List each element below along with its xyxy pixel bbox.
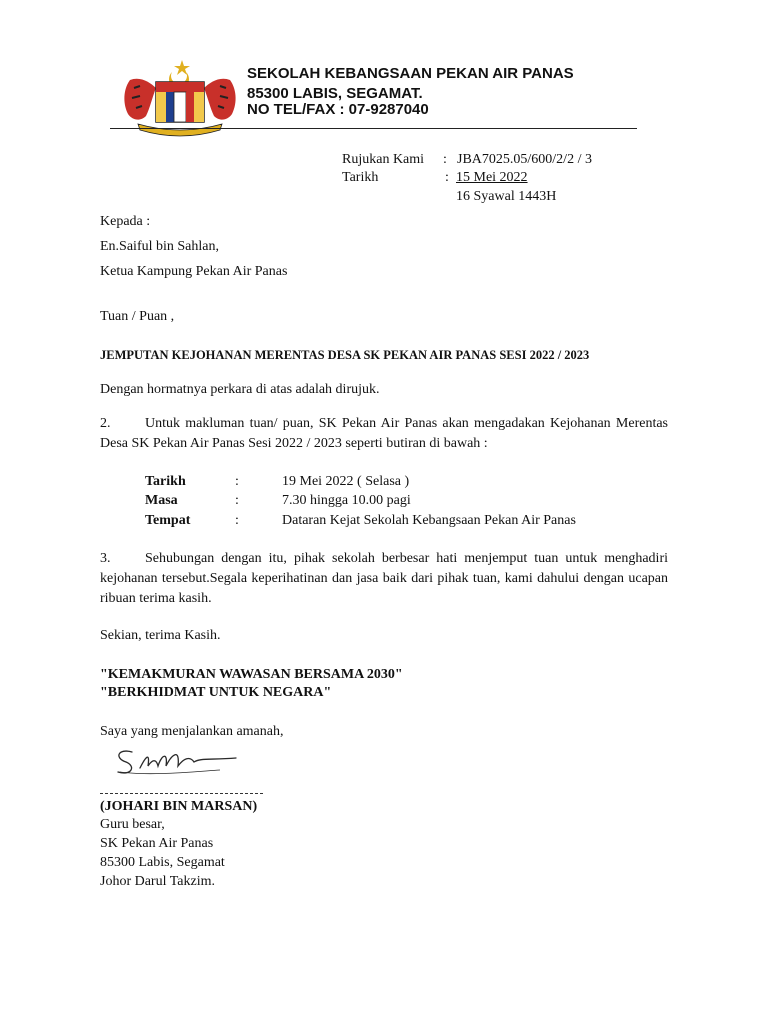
detail-label: Tarikh — [145, 474, 186, 489]
recipient-heading: Kepada : — [100, 214, 151, 229]
motto-line-1: "KEMAKMURAN WAWASAN BERSAMA 2030" — [100, 667, 403, 682]
letterhead-divider — [110, 128, 637, 129]
paragraph-2-number: 2. — [100, 416, 111, 431]
handwritten-signature — [110, 742, 240, 782]
detail-label: Masa — [145, 493, 178, 508]
detail-value: Dataran Kejat Sekolah Kebangsaan Pekan Air Panas — [282, 513, 576, 528]
school-address: 85300 LABIS, SEGAMAT. — [247, 85, 423, 102]
detail-value: 19 Mei 2022 ( Selasa ) — [282, 474, 410, 489]
signatory-address-1: 85300 Labis, Segamat — [100, 855, 225, 870]
closing-text: Sekian, terima Kasih. — [100, 628, 221, 643]
detail-row-time — [145, 492, 625, 512]
detail-colon: : — [235, 493, 239, 508]
intro-text: Dengan hormatnya perkara di atas adalah dirujuk. — [100, 382, 380, 397]
greeting: Tuan / Puan , — [100, 309, 175, 324]
signatory-address-2: Johor Darul Takzim. — [100, 874, 216, 889]
hijri-date: 16 Syawal 1443H — [456, 189, 557, 204]
paragraph-3-text: Sehubungan dengan itu, pihak sekolah berbesar hati menjemput tuan untuk menghadiri kejohanan tersebut.Segala keperihatinan dan jasa baik dari pihak tuan, kami dahului dengan ucapan ribuan terima kasih. — [100, 551, 668, 606]
motto-line-2: "BERKHIDMAT UNTUK NEGARA" — [100, 685, 332, 700]
recipient-name: En.Saiful bin Sahlan, — [100, 239, 219, 254]
signature-line — [100, 793, 263, 794]
signature-lead: Saya yang menjalankan amanah, — [100, 724, 284, 739]
coat-of-arms-logo — [116, 58, 244, 138]
school-phone: NO TEL/FAX : 07-9287040 — [247, 101, 429, 118]
paragraph-3 — [100, 549, 668, 609]
paragraph-2-text: Untuk makluman tuan/ puan, SK Pekan Air Panas akan mengadakan Kejohanan Merentas Desa SK Pekan Air Panas Sesi 2022 / 2023 seperti butiran di bawah : — [100, 416, 668, 451]
detail-value: 7.30 hingga 10.00 pagi — [282, 493, 411, 508]
recipient-title: Ketua Kampung Pekan Air Panas — [100, 264, 288, 279]
detail-row-venue — [145, 512, 625, 532]
paragraph-2 — [100, 414, 668, 454]
paragraph-3-number: 3. — [100, 551, 111, 566]
detail-label: Tempat — [145, 513, 191, 528]
detail-colon: : — [235, 513, 239, 528]
date-colon: : — [445, 170, 449, 185]
event-details — [145, 473, 625, 532]
signatory-position: Guru besar, — [100, 817, 165, 832]
letter-subject: JEMPUTAN KEJOHANAN MERENTAS DESA SK PEKAN AIR PANAS SESI 2022 / 2023 — [100, 348, 590, 362]
letter-date: 15 Mei 2022 — [456, 170, 528, 185]
date-label: Tarikh — [342, 170, 379, 185]
reference-number: JBA7025.05/600/2/2 / 3 — [457, 152, 592, 167]
detail-colon: : — [235, 474, 239, 489]
reference-label: Rujukan Kami — [342, 152, 425, 167]
reference-colon: : — [443, 152, 447, 167]
detail-row-date — [145, 473, 625, 492]
signatory-school: SK Pekan Air Panas — [100, 836, 214, 851]
signatory-name: (JOHARI BIN MARSAN) — [100, 799, 258, 814]
school-name: SEKOLAH KEBANGSAAN PEKAN AIR PANAS — [247, 65, 574, 82]
